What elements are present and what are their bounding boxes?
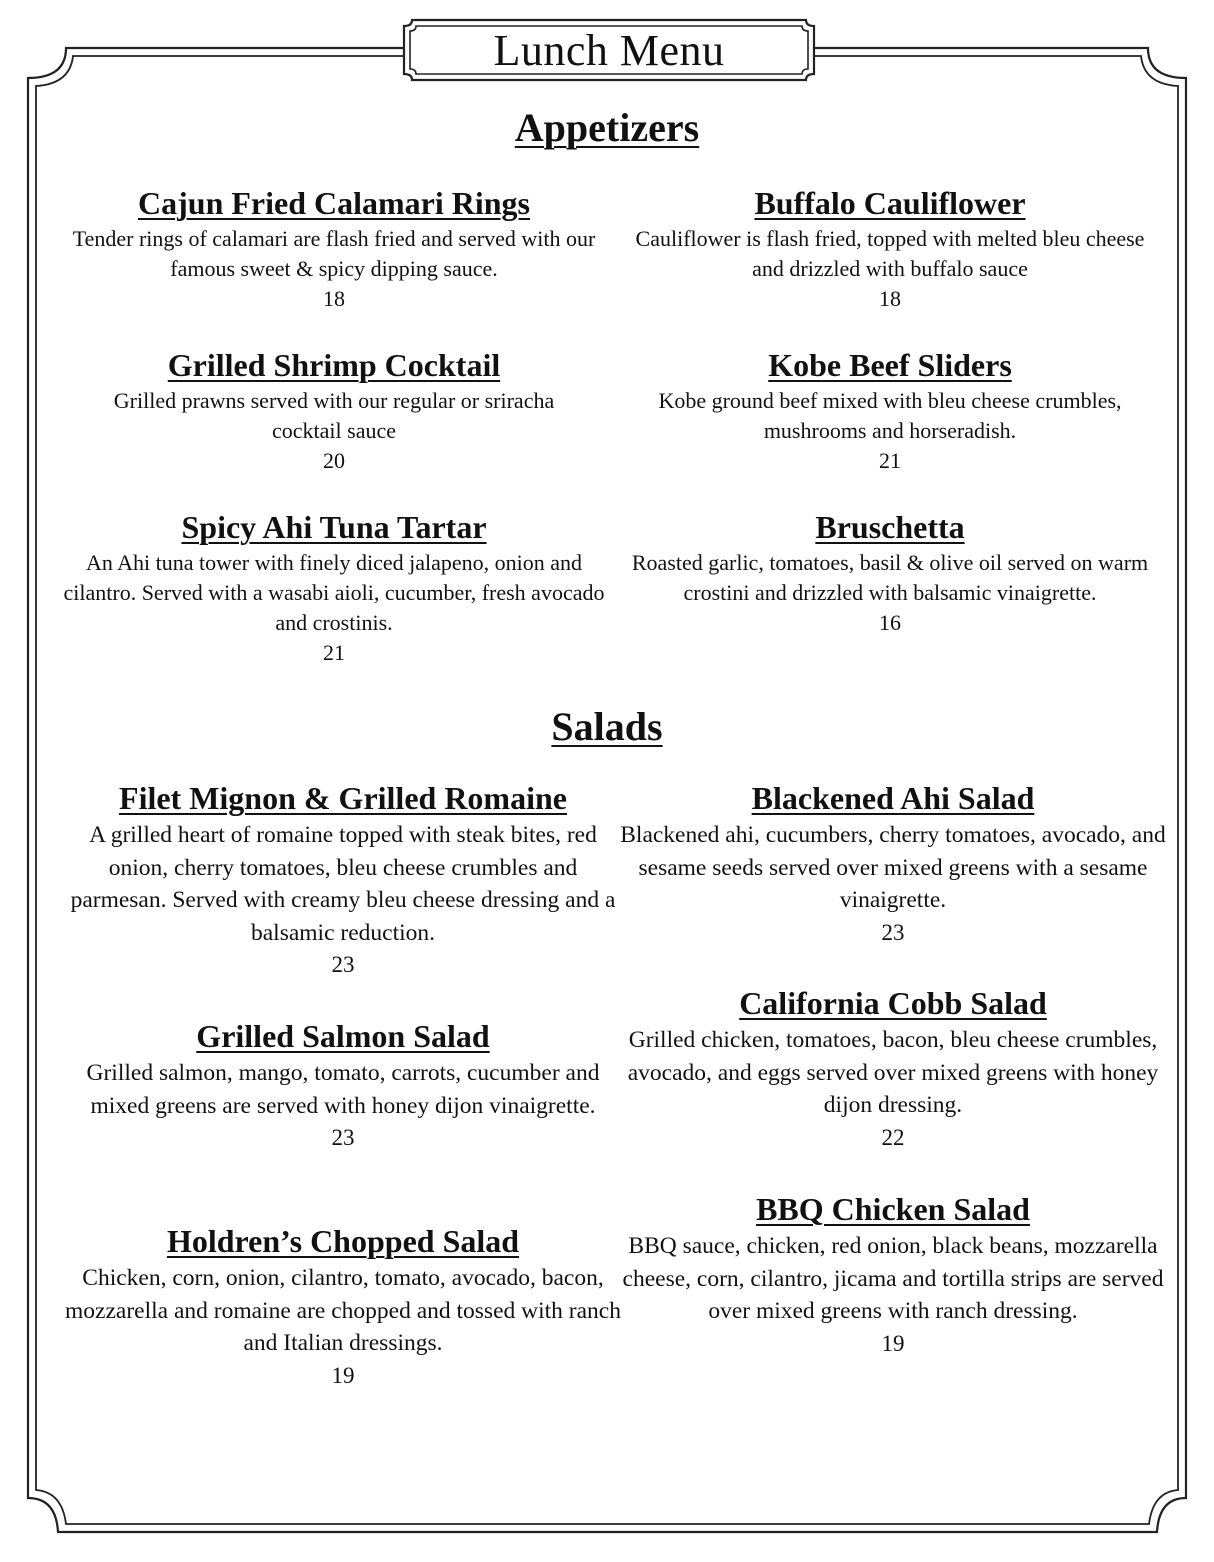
item-name: Blackened Ahi Salad [751, 780, 1035, 816]
item-description: BBQ sauce, chicken, red onion, black beans, mozzarella cheese, corn, cilantro, jicama and tortilla strips are served over mixed greens with ranch dressing. [622, 1233, 1164, 1324]
item-description: Grilled chicken, tomatoes, bacon, bleu cheese crumbles, avocado, and eggs served over mixed greens with honey dijon dressing. [627, 1027, 1159, 1118]
item-price: 22 [881, 1124, 905, 1150]
item-description: Cauliflower is flash fried, topped with melted bleu cheese and drizzled with buffalo sauce [635, 226, 1145, 281]
item-price: 16 [879, 610, 901, 635]
item-price: 23 [881, 919, 905, 945]
item-name: Bruschetta [815, 509, 965, 545]
item-name: Grilled Salmon Salad [196, 1018, 490, 1054]
menu-item [63, 1222, 623, 1392]
menu-item [613, 779, 1173, 949]
item-name: California Cobb Salad [739, 985, 1047, 1021]
item-description: Roasted garlic, tomatoes, basil & olive oil served on warm crostini and drizzled with balsamic vinaigrette. [631, 550, 1149, 605]
item-name: Grilled Shrimp Cocktail [167, 347, 501, 383]
menu-item [613, 1190, 1173, 1360]
item-name: Buffalo Cauliflower [754, 185, 1026, 221]
menu-item [54, 346, 614, 476]
item-name: Filet Mignon & Grilled Romaine [119, 780, 567, 816]
item-name: BBQ Chicken Salad [756, 1191, 1030, 1227]
item-name: Kobe Beef Sliders [768, 347, 1012, 383]
item-price: 18 [879, 286, 901, 311]
item-price: 19 [881, 1330, 905, 1356]
item-description: A grilled heart of romaine topped with steak bites, red onion, cherry tomatoes, bleu cheese crumbles and parmesan. Served with creamy bleu cheese dressing and a balsamic reduction. [70, 822, 616, 946]
item-description: Grilled prawns served with our regular or sriracha cocktail sauce [113, 388, 555, 443]
item-description: Chicken, corn, onion, cilantro, tomato, avocado, bacon, mozzarella and romaine are chopped and tossed with ranch and Italian dressings. [65, 1265, 621, 1356]
item-name: Cajun Fried Calamari Rings [138, 185, 530, 221]
menu-item [63, 779, 623, 981]
item-price: 23 [331, 1125, 355, 1150]
menu-item [610, 508, 1170, 638]
menu-item [63, 1017, 623, 1154]
salads-heading: Salads [551, 704, 663, 749]
item-price: 20 [323, 448, 345, 473]
item-name: Spicy Ahi Tuna Tartar [181, 509, 487, 545]
item-description: Tender rings of calamari are flash fried and served with our famous sweet & spicy dipping sauce. [72, 226, 596, 281]
item-name: Holdren’s Chopped Salad [166, 1223, 520, 1259]
menu-item [54, 184, 614, 314]
menu-title: Lunch Menu [493, 25, 725, 75]
appetizers-heading: Appetizers [514, 105, 700, 150]
item-description: An Ahi tuna tower with finely diced jalapeno, onion and cilantro. Served with a wasabi aioli, cucumber, fresh avocado and crostinis. [63, 550, 605, 635]
menu-item [613, 984, 1173, 1154]
item-description: Kobe ground beef mixed with bleu cheese crumbles, mushrooms and horseradish. [658, 388, 1122, 443]
item-price: 23 [331, 952, 355, 977]
item-price: 21 [879, 448, 901, 473]
menu-item [610, 346, 1170, 476]
item-description: Grilled salmon, mango, tomato, carrots, cucumber and mixed greens are served with honey dijon vinaigrette. [86, 1060, 600, 1119]
item-price: 19 [331, 1362, 355, 1388]
item-price: 18 [323, 286, 345, 311]
item-price: 21 [323, 640, 345, 665]
menu-item [54, 508, 614, 668]
menu-item [610, 184, 1170, 314]
item-description: Blackened ahi, cucumbers, cherry tomatoes, avocado, and sesame seeds served over mixed greens with a sesame vinaigrette. [620, 822, 1166, 913]
